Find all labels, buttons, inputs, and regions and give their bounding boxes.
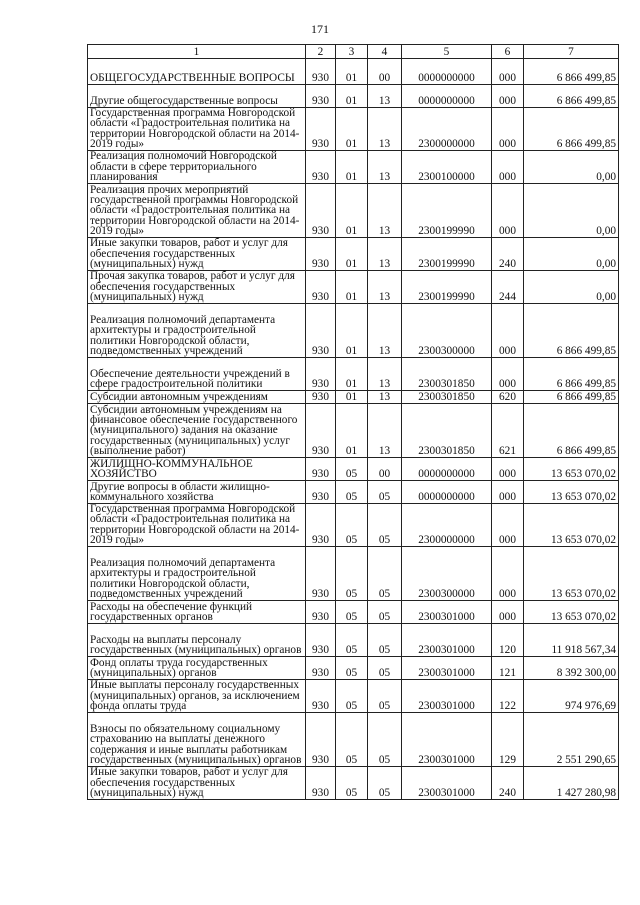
row-ministry-code: 930	[306, 108, 336, 151]
table-row	[88, 108, 619, 151]
row-target-article-code: 2300000000	[402, 108, 492, 151]
row-name: Иные закупки товаров, работ и услуг для обеспечения государственных (муниципальных) нужд	[88, 767, 306, 800]
row-name: Фонд оплаты труда государственных (муниципальных) органов	[88, 657, 306, 680]
table-row	[88, 391, 619, 404]
column-header-section: 3	[336, 45, 368, 59]
row-amount: 0,00	[524, 271, 619, 304]
row-ministry-code: 930	[306, 680, 336, 713]
row-name: Субсидии автономным учреждениям на финансовое обеспечение государственного (муниципального) задания на оказание государственных (муниципальных) услуг (выполнение работ)	[88, 404, 306, 458]
row-section-code: 01	[336, 184, 368, 238]
row-target-article-code: 2300300000	[402, 547, 492, 601]
row-ministry-code: 930	[306, 59, 336, 85]
table-row	[88, 85, 619, 108]
row-section-code: 05	[336, 680, 368, 713]
row-subsection-code: 05	[368, 504, 402, 547]
row-name: Иные выплаты персоналу государственных (муниципальных) органов, за исключением фонда оплаты труда	[88, 680, 306, 713]
row-target-article-code: 2300301000	[402, 601, 492, 624]
row-target-article-code: 0000000000	[402, 481, 492, 504]
row-expense-type-code: 000	[492, 108, 524, 151]
row-amount: 6 866 499,85	[524, 85, 619, 108]
row-amount: 6 866 499,85	[524, 108, 619, 151]
row-target-article-code: 2300301000	[402, 680, 492, 713]
row-name: Субсидии автономным учреждениям	[88, 391, 306, 404]
column-header-expense-type: 6	[492, 45, 524, 59]
row-expense-type-code: 621	[492, 404, 524, 458]
row-amount: 0,00	[524, 238, 619, 271]
row-target-article-code: 2300301000	[402, 624, 492, 657]
row-expense-type-code: 120	[492, 624, 524, 657]
row-section-code: 05	[336, 504, 368, 547]
row-name: Расходы на обеспечение функций государственных органов	[88, 601, 306, 624]
row-name: Другие вопросы в области жилищно-коммунального хозяйства	[88, 481, 306, 504]
row-subsection-code: 00	[368, 59, 402, 85]
row-section-code: 01	[336, 108, 368, 151]
row-name: Реализация полномочий департамента архитектуры и градостроительной политики Новгородской области, подведомственных учреждений	[88, 304, 306, 358]
page-number: 171	[311, 22, 329, 36]
row-name: Прочая закупка товаров, работ и услуг для обеспечения государственных (муниципальных) нужд	[88, 271, 306, 304]
row-ministry-code: 930	[306, 391, 336, 404]
row-name: Реализация полномочий Новгородской области в сфере территориального планирования	[88, 151, 306, 184]
row-name: Государственная программа Новгородской области «Градостроительная политика на территории Новгородской области на 2014-2019 годы»	[88, 108, 306, 151]
row-ministry-code: 930	[306, 238, 336, 271]
row-amount: 13 653 070,02	[524, 601, 619, 624]
table-row	[88, 151, 619, 184]
row-amount: 8 392 300,00	[524, 657, 619, 680]
row-name: Взносы по обязательному социальному страхованию на выплаты денежного содержания и иные выплаты работникам государственных (муниципальных) органов	[88, 713, 306, 767]
row-amount: 6 866 499,85	[524, 391, 619, 404]
row-section-code: 01	[336, 271, 368, 304]
row-amount: 13 653 070,02	[524, 481, 619, 504]
row-target-article-code: 0000000000	[402, 59, 492, 85]
row-subsection-code: 05	[368, 624, 402, 657]
row-section-code: 05	[336, 713, 368, 767]
row-subsection-code: 13	[368, 108, 402, 151]
row-ministry-code: 930	[306, 358, 336, 391]
row-ministry-code: 930	[306, 624, 336, 657]
row-ministry-code: 930	[306, 151, 336, 184]
row-subsection-code: 00	[368, 458, 402, 481]
row-amount: 11 918 567,34	[524, 624, 619, 657]
row-section-code: 05	[336, 481, 368, 504]
table-row	[88, 304, 619, 358]
row-expense-type-code: 000	[492, 601, 524, 624]
row-section-code: 05	[336, 458, 368, 481]
row-name: Реализация прочих мероприятий государственной программы Новгородской области «Градостроительная политика на территории Новгородской области на 2014-2019 годы»	[88, 184, 306, 238]
row-target-article-code: 2300199990	[402, 271, 492, 304]
row-subsection-code: 05	[368, 657, 402, 680]
row-expense-type-code: 620	[492, 391, 524, 404]
row-section-code: 01	[336, 59, 368, 85]
column-header-subsection: 4	[368, 45, 402, 59]
row-name: Расходы на выплаты персоналу государственных (муниципальных) органов	[88, 624, 306, 657]
row-ministry-code: 930	[306, 304, 336, 358]
row-amount: 6 866 499,85	[524, 59, 619, 85]
row-ministry-code: 930	[306, 458, 336, 481]
row-name: Иные закупки товаров, работ и услуг для обеспечения государственных (муниципальных) нужд	[88, 238, 306, 271]
row-subsection-code: 13	[368, 358, 402, 391]
row-section-code: 01	[336, 304, 368, 358]
row-target-article-code: 2300301850	[402, 404, 492, 458]
table-row	[88, 767, 619, 800]
column-header-ministry: 2	[306, 45, 336, 59]
table-row	[88, 59, 619, 85]
row-subsection-code: 05	[368, 481, 402, 504]
column-header-row	[88, 45, 619, 59]
row-section-code: 05	[336, 657, 368, 680]
table-row	[88, 601, 619, 624]
row-expense-type-code: 000	[492, 85, 524, 108]
row-expense-type-code: 240	[492, 238, 524, 271]
row-expense-type-code: 244	[492, 271, 524, 304]
row-ministry-code: 930	[306, 767, 336, 800]
row-target-article-code: 2300199990	[402, 238, 492, 271]
column-header-name: 1	[88, 45, 306, 59]
row-name: ОБЩЕГОСУДАРСТВЕННЫЕ ВОПРОСЫ	[88, 59, 306, 85]
row-amount: 1 427 280,98	[524, 767, 619, 800]
row-amount: 2 551 290,65	[524, 713, 619, 767]
row-target-article-code: 0000000000	[402, 85, 492, 108]
row-target-article-code: 2300000000	[402, 504, 492, 547]
row-section-code: 01	[336, 358, 368, 391]
table-row	[88, 271, 619, 304]
row-subsection-code: 13	[368, 238, 402, 271]
row-target-article-code: 2300301000	[402, 657, 492, 680]
row-name: Обеспечение деятельности учреждений в сфере градостроительной политики	[88, 358, 306, 391]
table-row	[88, 680, 619, 713]
row-section-code: 05	[336, 767, 368, 800]
row-amount: 13 653 070,02	[524, 458, 619, 481]
row-amount: 13 653 070,02	[524, 504, 619, 547]
row-expense-type-code: 122	[492, 680, 524, 713]
row-target-article-code: 2300301000	[402, 767, 492, 800]
row-target-article-code: 2300199990	[402, 184, 492, 238]
table-row	[88, 358, 619, 391]
row-target-article-code: 0000000000	[402, 458, 492, 481]
row-subsection-code: 13	[368, 404, 402, 458]
row-expense-type-code: 129	[492, 713, 524, 767]
column-header-amount: 7	[524, 45, 619, 59]
row-expense-type-code: 000	[492, 547, 524, 601]
row-subsection-code: 13	[368, 85, 402, 108]
row-target-article-code: 2300301850	[402, 391, 492, 404]
row-section-code: 01	[336, 238, 368, 271]
row-target-article-code: 2300301850	[402, 358, 492, 391]
table-row	[88, 657, 619, 680]
row-expense-type-code: 000	[492, 59, 524, 85]
table-row	[88, 458, 619, 481]
row-expense-type-code: 000	[492, 504, 524, 547]
row-amount: 6 866 499,85	[524, 404, 619, 458]
table-row	[88, 184, 619, 238]
row-expense-type-code: 000	[492, 481, 524, 504]
row-section-code: 01	[336, 151, 368, 184]
row-ministry-code: 930	[306, 481, 336, 504]
table-row	[88, 481, 619, 504]
row-subsection-code: 13	[368, 304, 402, 358]
table-row	[88, 504, 619, 547]
row-amount: 13 653 070,02	[524, 547, 619, 601]
row-amount: 0,00	[524, 151, 619, 184]
row-ministry-code: 930	[306, 657, 336, 680]
row-section-code: 01	[336, 404, 368, 458]
row-subsection-code: 13	[368, 184, 402, 238]
row-amount: 0,00	[524, 184, 619, 238]
table-row	[88, 238, 619, 271]
row-target-article-code: 2300300000	[402, 304, 492, 358]
row-subsection-code: 13	[368, 151, 402, 184]
row-ministry-code: 930	[306, 713, 336, 767]
row-subsection-code: 13	[368, 391, 402, 404]
table-row	[88, 624, 619, 657]
row-section-code: 05	[336, 601, 368, 624]
row-expense-type-code: 000	[492, 458, 524, 481]
row-section-code: 01	[336, 85, 368, 108]
row-subsection-code: 05	[368, 767, 402, 800]
table-row	[88, 547, 619, 601]
row-ministry-code: 930	[306, 601, 336, 624]
row-name: Другие общегосударственные вопросы	[88, 85, 306, 108]
column-header-target-article: 5	[402, 45, 492, 59]
row-subsection-code: 05	[368, 601, 402, 624]
row-subsection-code: 05	[368, 680, 402, 713]
row-ministry-code: 930	[306, 404, 336, 458]
row-subsection-code: 05	[368, 713, 402, 767]
row-section-code: 01	[336, 391, 368, 404]
row-target-article-code: 2300100000	[402, 151, 492, 184]
row-expense-type-code: 000	[492, 304, 524, 358]
row-name: Государственная программа Новгородской области «Градостроительная политика на территории Новгородской области на 2014-2019 годы»	[88, 504, 306, 547]
row-expense-type-code: 240	[492, 767, 524, 800]
row-ministry-code: 930	[306, 271, 336, 304]
row-subsection-code: 13	[368, 271, 402, 304]
row-expense-type-code: 121	[492, 657, 524, 680]
row-section-code: 05	[336, 547, 368, 601]
row-expense-type-code: 000	[492, 184, 524, 238]
row-ministry-code: 930	[306, 547, 336, 601]
row-amount: 6 866 499,85	[524, 358, 619, 391]
row-target-article-code: 2300301000	[402, 713, 492, 767]
row-name: ЖИЛИЩНО-КОММУНАЛЬНОЕ ХОЗЯЙСТВО	[88, 458, 306, 481]
row-ministry-code: 930	[306, 85, 336, 108]
table-row	[88, 404, 619, 458]
row-expense-type-code: 000	[492, 151, 524, 184]
row-subsection-code: 05	[368, 547, 402, 601]
row-section-code: 05	[336, 624, 368, 657]
row-ministry-code: 930	[306, 504, 336, 547]
table-row	[88, 713, 619, 767]
budget-table	[87, 44, 619, 800]
row-expense-type-code: 000	[492, 358, 524, 391]
row-amount: 6 866 499,85	[524, 304, 619, 358]
row-name: Реализация полномочий департамента архитектуры и градостроительной политики Новгородской области, подведомственных учреждений	[88, 547, 306, 601]
row-ministry-code: 930	[306, 184, 336, 238]
row-amount: 974 976,69	[524, 680, 619, 713]
